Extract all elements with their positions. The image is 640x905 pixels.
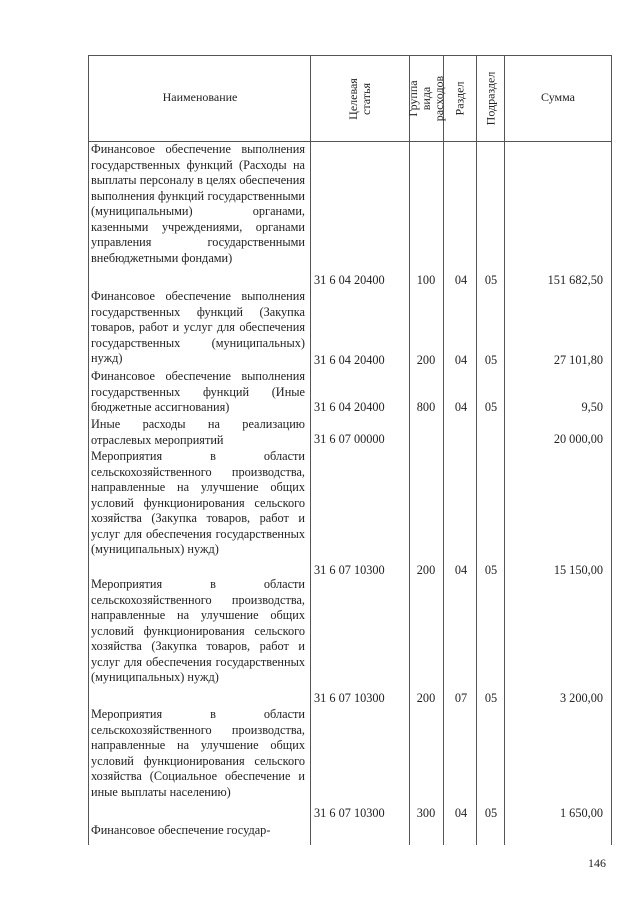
header-group: Группа вида расходов [406,75,446,122]
header-section: Раздел [452,81,467,116]
row-subsection: 05 [484,691,498,705]
row-amount: 27 101,80 [553,353,603,367]
row-group: 200 [416,563,436,577]
row-code: 31 6 04 20400 [314,400,385,414]
row-code: 31 6 07 10300 [314,691,385,705]
header-target: Целевая статья [346,77,373,120]
row-code: 31 6 07 00000 [314,432,385,446]
row-amount: 9,50 [581,400,603,414]
col-divider-section [476,55,477,845]
row-amount: 3 200,00 [559,691,603,705]
row-section: 07 [454,691,468,705]
row-code: 31 6 04 20400 [314,273,385,287]
row-code: 31 6 04 20400 [314,353,385,367]
col-divider-code [409,55,410,845]
row-section: 04 [454,806,468,820]
header-group-cell [406,56,446,141]
row-name: Финансовое обеспечение выполнения государственных функций (Иные бюджетные ассигнования) [91,369,305,414]
header-subsection-cell [477,56,504,141]
row-amount: 20 000,00 [553,432,603,446]
row-section: 04 [454,353,468,367]
table-left-border [88,55,89,845]
row-section: 04 [454,273,468,287]
row-group: 300 [416,806,436,820]
row-amount: 1 650,00 [559,806,603,820]
row-subsection: 05 [484,353,498,367]
row-code: 31 6 07 10300 [314,806,385,820]
row-name: Мероприятия в области сельскохозяйственного производства, направленные на улучшение общих условий функционирования сельского хозяйства (Закупка товаров, работ и услуг для обеспечения государственных (муниципальных) нужд) [91,577,305,684]
col-divider-name [310,55,311,845]
row-subsection: 05 [484,400,498,414]
row-subsection: 05 [484,273,498,287]
row-name: Мероприятия в области сельскохозяйственного производства, направленные на улучшение общих условий функционирования сельского хозяйства (Закупка товаров, работ и услуг для обеспечения государственных (муниципальных) нужд) [91,449,305,556]
row-subsection: 05 [484,563,498,577]
page-number: 146 [588,856,606,870]
header-name: Наименование [162,90,238,104]
row-name: Финансовое обеспечение выполнения государственных функций (Закупка товаров, работ и услуг для обеспечения государственных (муниципальных) нужд) [91,289,305,365]
row-group: 200 [416,353,436,367]
row-group: 200 [416,691,436,705]
table-right-border [611,55,612,845]
row-name: Иные расходы на реализацию отраслевых мероприятий [91,417,305,447]
header-section-cell [444,56,476,141]
row-name: Финансовое обеспечение выполнения государственных функций (Расходы на выплаты персоналу в целях обеспечения выполнения функций государственными (муниципальными) органами, казенными учреждениями, органами управления государственными внебюджетными фондами) [91,142,305,265]
row-group: 100 [416,273,436,287]
col-divider-group [443,55,444,845]
col-divider-subsection [504,55,505,845]
row-group: 800 [416,400,436,414]
row-section: 04 [454,563,468,577]
header-target-cell [311,56,409,141]
header-subsection: Подраздел [483,71,498,126]
row-code: 31 6 07 10300 [314,563,385,577]
row-section: 04 [454,400,468,414]
header-sum: Сумма [541,90,575,104]
row-amount: 151 682,50 [547,273,603,287]
row-name: Финансовое обеспечение государ- [91,823,271,837]
row-subsection: 05 [484,806,498,820]
row-amount: 15 150,00 [553,563,603,577]
row-name: Мероприятия в области сельскохозяйственного производства, направленные на улучшение общих условий функционирования сельского хозяйства (Социальное обеспечение и иные выплаты населению) [91,707,305,799]
